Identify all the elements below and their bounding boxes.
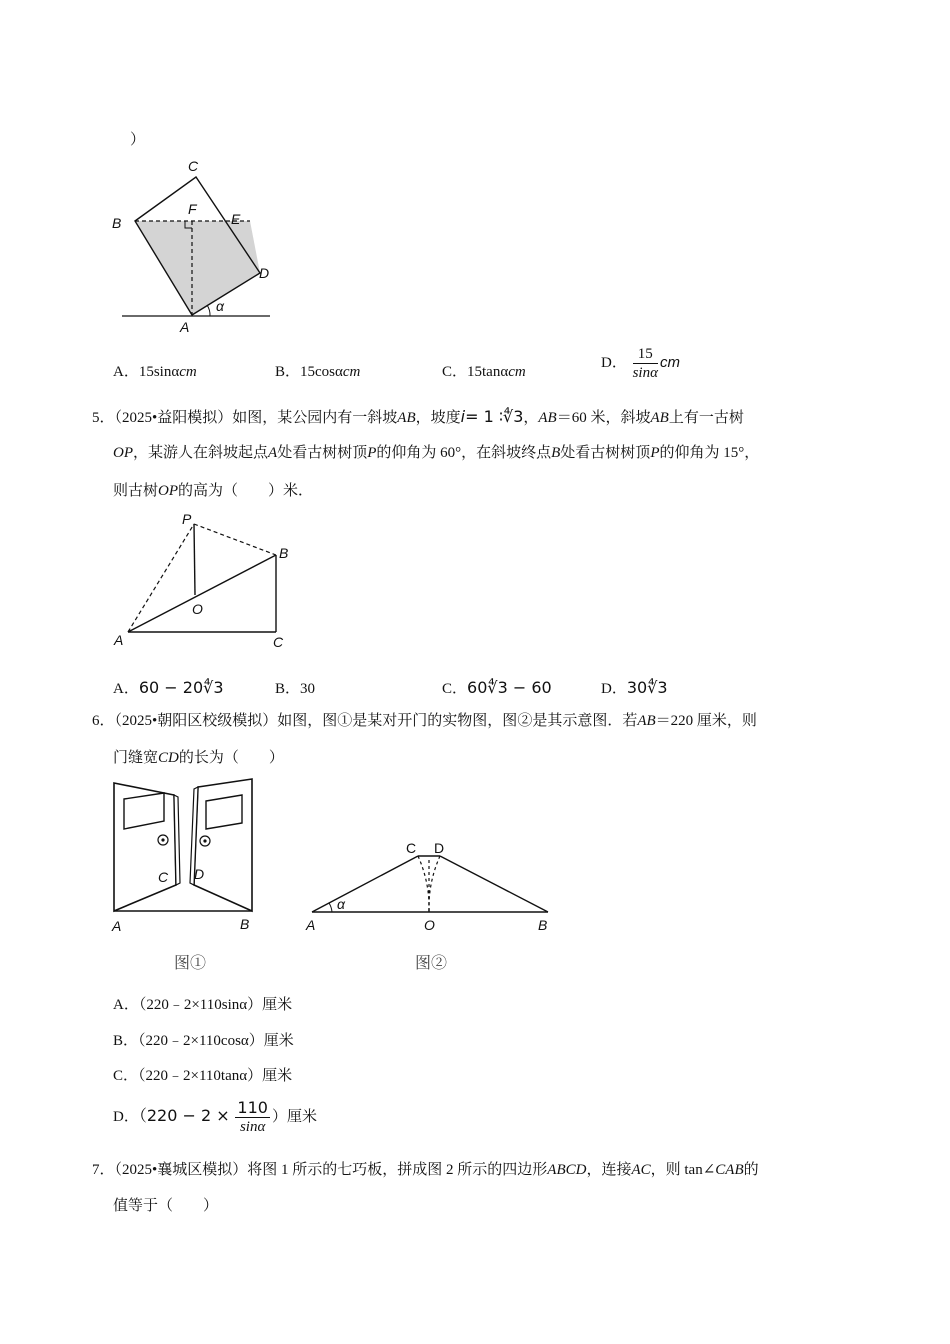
q6-option-d-fraction: $\frac{110}{\sin\alpha}$ xyxy=(237,1098,268,1135)
q5-dashed-pb xyxy=(194,524,276,555)
q5-figure xyxy=(110,508,310,648)
q4-figure xyxy=(110,155,270,335)
q6-fig1-label-d: D xyxy=(194,866,205,882)
q6-fig2-line-db xyxy=(440,856,548,912)
q6-fig1-caption: 图① xyxy=(174,955,207,972)
q4-label-b: B xyxy=(112,215,122,231)
q6-fig2-label-a: A xyxy=(306,917,316,933)
q6-fig2-label-o: O xyxy=(424,917,435,933)
q6-fig2-line-ac xyxy=(312,856,418,912)
q4-option-d[interactable]: D． $\frac{15}{\sin\alpha}$ cm xyxy=(601,346,680,381)
q5-label-o: O xyxy=(192,601,203,617)
q6-option-d[interactable]: D．（220 − 2 × $\frac{110}{\sin\alpha}$ ）厘米 xyxy=(113,1098,317,1135)
q5-option-c[interactable]: C．60∜3 − 60 xyxy=(442,678,552,697)
q6-line-2: 门缝宽CD的长为（ ） xyxy=(113,750,284,766)
q4-angle-arc xyxy=(207,305,210,316)
q5-label-b: B xyxy=(279,545,289,561)
q5-option-b[interactable]: B．30 xyxy=(275,681,316,697)
q6-option-b[interactable]: B．（220﹣2×110cosα）厘米 xyxy=(113,1033,294,1049)
q6-fig1-label-b: B xyxy=(240,916,250,932)
q4-tail-paren: ） xyxy=(130,132,146,148)
q5-line-ab xyxy=(128,555,276,632)
q6-option-c[interactable]: C．（220﹣2×110tanα）厘米 xyxy=(113,1068,293,1084)
q6-fig2-dashed-arc-right xyxy=(429,856,440,912)
q5-line-op xyxy=(194,524,195,595)
q4-option-c[interactable]: C．15tanαcm xyxy=(442,364,526,380)
q6-fig2-caption: 图② xyxy=(415,955,448,972)
q5-label-p: P xyxy=(182,511,192,527)
q4-label-f: F xyxy=(188,201,197,217)
q5-label-c: C xyxy=(273,634,284,650)
q4-option-a[interactable]: A．15sinαcm xyxy=(113,364,197,380)
q4-label-a: A xyxy=(180,319,190,335)
q4-label-e: E xyxy=(231,211,241,227)
q4-option-d-fraction: $\frac{15}{\sin\alpha}$ xyxy=(632,346,658,381)
q6-fig2-dashed-arc-left xyxy=(418,856,429,912)
q6-left-knob-dot xyxy=(161,838,164,841)
q6-figure-2 xyxy=(300,838,560,938)
q4-label-c: C xyxy=(188,158,199,174)
q5-option-d[interactable]: D．30∜3 xyxy=(601,678,668,697)
q5-dashed-ap xyxy=(128,524,194,632)
q6-fig2-label-c: C xyxy=(406,840,417,856)
q5-label-a: A xyxy=(114,632,124,648)
q6-fig2-label-alpha: α xyxy=(337,896,345,912)
q6-fig1-label-c: C xyxy=(158,869,169,885)
q6-fig2-angle-arc xyxy=(329,903,332,912)
q6-line-1: 6．（2025•朝阳区校级模拟）如图，图①是某对开门的实物图，图②是其示意图．若AB＝220 厘米，则 xyxy=(92,713,757,729)
q5-line-2: OP，某游人在斜坡起点A处看古树树顶P的仰角为 60°，在斜坡终点B处看古树树顶P的仰角为 15°， xyxy=(113,445,760,461)
q6-figure-1 xyxy=(106,775,266,935)
q5-option-a[interactable]: A．60 − 20∜3 xyxy=(113,678,224,697)
q7-line-1: 7．（2025•襄城区模拟）将图 1 所示的七巧板，拼成图 2 所示的四边形ABCD，连接AC，则 tan∠CAB的 xyxy=(92,1162,759,1178)
q4-label-d: D xyxy=(259,265,270,281)
q6-right-knob-dot xyxy=(203,839,206,842)
q5-line-1: 5．（2025•益阳模拟）如图，某公园内有一斜坡AB，坡度i= 1 ∶∜3，AB＝60 米，斜坡AB上有一古树 xyxy=(92,407,744,426)
q6-option-a[interactable]: A．（220﹣2×110sinα）厘米 xyxy=(113,997,293,1013)
q7-line-2: 值等于（ ） xyxy=(113,1198,219,1214)
q4-shaded-region xyxy=(135,221,260,315)
q4-label-alpha: α xyxy=(216,298,224,314)
q4-option-b[interactable]: B．15cosαcm xyxy=(275,364,361,380)
q6-fig2-label-d: D xyxy=(434,840,445,856)
q6-fig2-label-b: B xyxy=(538,917,548,933)
q5-line-3: 则古树OP的高为（ ）米． xyxy=(113,483,314,499)
q6-fig1-label-a: A xyxy=(112,918,122,934)
